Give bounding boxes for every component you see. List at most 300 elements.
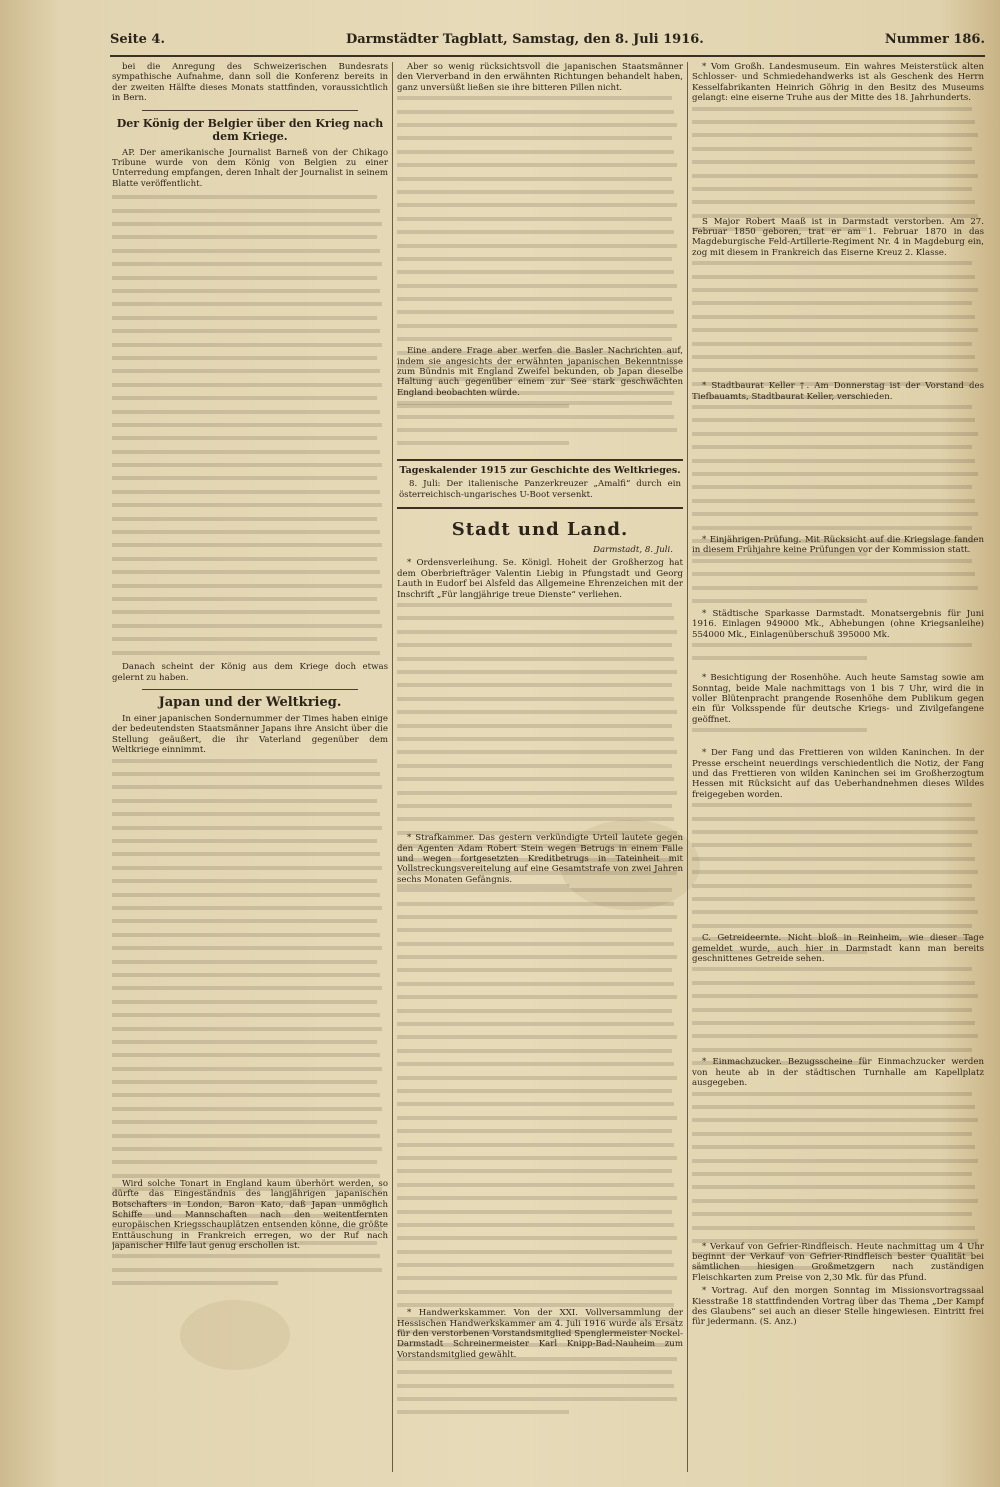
text-line [397,817,683,827]
page-number: Seite 4. [110,32,165,47]
illegible-text-block [692,643,984,673]
text-line-stroke [692,857,975,861]
text-line [692,599,984,609]
text-line [692,147,984,157]
text-line [112,1000,388,1010]
text-line [112,557,388,567]
text-line [692,1212,984,1222]
text-line-stroke [112,383,382,387]
text-line [397,136,683,146]
text-line [397,1143,683,1153]
text-line [692,355,984,365]
text-line [397,415,683,425]
illegible-text-block [397,603,683,833]
text-line-stroke [112,1053,380,1057]
article-text: * Stadtbaurat Keller †. Am Donnerstag ist der Vorstand des Tiefbauamts, Stadtbaurat Keller, verschieden. [692,381,984,402]
text-line [112,329,388,339]
text-line-stroke [397,1357,677,1361]
illegible-text-block [112,192,388,662]
text-line-stroke [397,724,672,728]
text-line [112,906,388,916]
text-line-stroke [112,1107,382,1111]
text-line [112,1013,388,1023]
text-line-stroke [112,812,380,816]
text-line [692,994,984,1004]
text-line [397,1156,683,1166]
text-line-stroke [397,764,672,768]
text-line-stroke [112,852,380,856]
text-line [112,209,388,219]
text-line [397,1076,683,1086]
text-line-stroke [112,624,382,628]
text-line-stroke [692,432,978,436]
text-line-stroke [112,490,380,494]
text-line-stroke [692,572,975,576]
text-line-stroke [112,933,380,937]
text-line-stroke [397,401,672,405]
text-line [397,1049,683,1059]
text-line [397,791,683,801]
text-line-stroke [397,670,677,674]
text-line-stroke [112,799,377,803]
article-text: * Besichtigung der Rosenhöhe. Auch heute Samstag sowie am Sonntag, beide Male nachmittags von 1 bis 7 Uhr, wird die in voller Blütenpracht prangende Rosenhöhe dem Publikum gegen ein für Volksspende für deutsche Kriegs- und Zivilgefangene geöffnet. [692,673,984,725]
text-line-stroke [692,214,978,218]
article-text: Eine andere Frage aber werfen die Basler Nachrichten auf, indem sie angesichts der erwähnten japanischen Bekenntnisse zum Bündnis mit England Zweifel bekunden, ob Japan dieselbe Haltung auch gegenüber einem zur See stark geschwächten England beobachten würde. [397,346,683,398]
text-line-stroke [112,879,377,883]
text-line-stroke [112,356,377,360]
text-line-stroke [692,472,978,476]
text-line-stroke [692,950,867,954]
illegible-text-block [397,401,683,451]
text-line [112,195,388,205]
text-line [692,981,984,991]
text-line [397,1410,683,1420]
text-line-stroke [397,1303,674,1307]
text-line [397,1116,683,1126]
text-line-stroke [692,599,867,603]
text-line-stroke [692,884,972,888]
text-line [692,559,984,569]
text-line-stroke [397,1169,672,1173]
text-line-stroke [692,418,975,422]
illegible-text-block [692,559,984,609]
text-line [692,418,984,428]
text-line-stroke [397,1263,674,1267]
text-line-stroke [112,1227,382,1231]
text-line [692,1252,984,1262]
text-line-stroke [397,391,674,395]
text-line-stroke [397,1250,672,1254]
text-line [397,915,683,925]
text-line [397,1062,683,1072]
text-line-stroke [112,597,377,601]
text-line [112,1227,388,1237]
text-line [692,910,984,920]
text-line-stroke [692,1105,975,1109]
text-line-stroke [397,244,677,248]
text-line-stroke [397,928,672,932]
text-line [692,817,984,827]
text-line [112,570,388,580]
text-line [112,289,388,299]
text-line [397,364,683,374]
text-line-stroke [397,603,672,607]
text-line-stroke [397,415,674,419]
text-line-stroke [692,512,978,516]
text-line-stroke [112,906,382,910]
text-line-stroke [397,955,677,959]
text-line [692,884,984,894]
text-line-stroke [397,1062,674,1066]
article-text: S Major Robert Maaß ist in Darmstadt verstorben. Am 27. Februar 1850 geboren, trat er am 1. Februar 1870 in das Magdeburgische Feld-Artillerie-Regiment Nr. 4 in Magdeburg ein, zog mit diesem in Frankreich das Eiserne Kreuz 2. Klasse. [692,216,984,258]
text-line-stroke [692,485,972,489]
text-line [692,967,984,977]
text-line-stroke [112,316,377,320]
text-line [692,382,984,392]
text-line [112,543,388,553]
text-line-stroke [397,888,672,892]
text-line-stroke [692,275,975,279]
text-line-stroke [397,630,677,634]
illegible-text-block [692,107,984,217]
text-line [397,804,683,814]
text-line-stroke [692,870,978,874]
text-line-stroke [112,1201,377,1205]
article-text: * Verkauf von Gefrier-Rindfleisch. Heute nachmittag um 4 Uhr beginnt der Verkauf von Gefrier-Rindfleisch bester Qualität bei sämtlichen hiesigen Großmetzgern nach zuständigen Fleischkarten zum Preise von 2,30 Mk. für das Pfund. [692,1241,984,1283]
text-line [112,423,388,433]
text-line [112,933,388,943]
text-line-stroke [397,817,674,821]
text-line [397,324,683,334]
text-line [692,368,984,378]
tageskalender-title: Tageskalender 1915 zur Geschichte des Weltkrieges. [399,465,681,477]
text-line-stroke [692,1034,978,1038]
text-line-stroke [692,1226,975,1230]
text-line [112,1268,388,1278]
text-line-stroke [692,200,975,204]
text-line [692,133,984,143]
text-line-stroke [692,120,975,124]
text-line-stroke [692,817,975,821]
text-line-stroke [112,1067,382,1071]
text-line [112,249,388,259]
text-line [692,843,984,853]
text-line [692,1061,984,1071]
text-line [397,871,683,881]
text-line-stroke [112,276,377,280]
text-line [397,297,683,307]
text-line [692,1239,984,1249]
text-line [692,870,984,880]
text-line [692,1185,984,1195]
text-line [112,1107,388,1117]
text-line [692,728,984,738]
text-line [397,657,683,667]
text-line [112,356,388,366]
text-line [112,503,388,513]
text-line [112,785,388,795]
text-line-stroke [112,302,382,306]
text-line-stroke [112,329,380,333]
text-line [692,227,984,237]
text-line-stroke [397,284,677,288]
text-line [397,1236,683,1246]
masthead [110,32,985,57]
text-line-stroke [397,1343,674,1347]
text-line [112,1147,388,1157]
text-line-stroke [397,377,672,381]
text-line-stroke [397,643,672,647]
paper-title: Darmstädter Tagblatt, Samstag, den 8. Juli 1916. [345,32,704,47]
text-line-stroke [112,557,377,561]
article-text: * Vortrag. Auf den morgen Sonntag im Missionsvortragssaal Kiesstraße 18 stattfindenden Vortrag über das Thema „Der Kampf des Glaubens“ sei auch an dieser Stelle hingewiesen. Eintritt frei für jedermann. (S. Anz.) [692,1286,984,1328]
illegible-text-block [692,803,984,933]
text-line [397,643,683,653]
article-text: Wird solche Tonart in England kaum überhört werden, so dürfte das Eingeständnis des langjährigen japanischen Botschafters in London, Baron Kato, daß Japan unmöglich Schiffe und Mannschaften nach den weitentfernten europäischen Kriegsschauplätzen entsenden könne, die größte Enttäuschung in Frankreich erregen, wo der Ruf nach japanischer Hilfe laut genug erschollen ist. [112,1178,388,1252]
text-line [112,610,388,620]
text-line [397,1009,683,1019]
text-line-stroke [112,249,380,253]
text-line-stroke [112,651,380,655]
text-line-stroke [397,150,674,154]
text-line [397,391,683,401]
text-line [397,401,683,411]
text-line [397,230,683,240]
article-text: * Ordensverleihung. Se. Königl. Hoheit der Großherzog hat dem Oberbriefträger Valentin Liebig in Pfungstadt und Georg Lauth in Eudorf bei Alsfeld das Allgemeine Ehrenzeichen mit der Inschrift „Für langjährige treue Dienste“ verliehen. [397,558,683,600]
headline-japan: Japan und der Weltkrieg. [158,695,342,711]
text-line-stroke [397,1022,674,1026]
text-line-stroke [397,1236,677,1240]
text-line [397,190,683,200]
text-line [112,651,388,661]
text-line [112,1174,388,1184]
text-line [397,888,683,898]
text-line-stroke [112,463,382,467]
text-line-stroke [112,785,382,789]
article-text: In einer japanischen Sondernummer der Times haben einige der bedeutendsten Staatsmänner Japans ihre Ansicht über die Stellung geäußert, die ihr Vaterland gegenüber dem Weltkriege einnimmt. [112,714,388,756]
text-line [112,986,388,996]
tageskalender-text: 8. Juli: Der italienische Panzerkreuzer „Amalfi“ durch ein österreichisch-ungarisches U-Boot versenkt. [399,479,681,500]
text-line-stroke [112,396,377,400]
text-line-stroke [112,1187,382,1191]
text-line-stroke [692,1021,975,1025]
text-line-stroke [397,942,674,946]
text-line-stroke [692,656,867,660]
text-line [397,1035,683,1045]
text-line [397,337,683,347]
text-line [692,1132,984,1142]
text-line-stroke [112,235,377,239]
text-line-stroke [397,697,674,701]
text-line-stroke [112,1040,377,1044]
text-line-stroke [397,1410,569,1414]
text-line-stroke [112,973,380,977]
text-line-stroke [692,1048,972,1052]
text-line [112,597,388,607]
text-line [112,1187,388,1197]
text-line [397,163,683,173]
text-line [397,150,683,160]
text-line-stroke [692,395,867,399]
text-line [112,772,388,782]
text-line [397,697,683,707]
text-line [112,316,388,326]
text-line-stroke [692,937,975,941]
text-line [112,1120,388,1130]
text-line-stroke [692,1159,978,1163]
text-line-stroke [692,803,972,807]
divider [142,110,358,111]
article-text: * Einmachzucker. Bezugsscheine für Einmachzucker werden von heute ab in der städtischen Turnhalle am Kapellplatz ausgegeben. [692,1057,984,1089]
text-line [692,174,984,184]
text-line-stroke [692,1145,975,1149]
text-line [692,315,984,325]
text-line-stroke [397,1330,672,1334]
text-line [692,445,984,455]
text-line [397,1397,683,1407]
text-line-stroke [397,96,672,100]
column-rule [687,62,688,1472]
text-line [692,1159,984,1169]
text-line [397,683,683,693]
text-line-stroke [692,133,978,137]
text-line [112,637,388,647]
text-line-stroke [397,750,677,754]
text-line-stroke [692,107,972,111]
text-line-stroke [112,946,382,950]
text-line-stroke [112,772,380,776]
text-line-stroke [397,657,674,661]
text-line-stroke [692,1061,867,1065]
text-line [692,499,984,509]
text-line [692,459,984,469]
text-line [692,1034,984,1044]
text-line-stroke [397,1102,674,1106]
text-line [112,799,388,809]
text-line-stroke [397,428,677,432]
text-line-stroke [692,1008,972,1012]
text-line-stroke [112,570,380,574]
text-line [112,826,388,836]
text-line [692,656,984,666]
text-line [692,301,984,311]
text-line [397,902,683,912]
text-line-stroke [112,866,382,870]
headline-belgien: Der König der Belgier über den Krieg nach dem Kriege. [116,116,384,143]
text-line-stroke [112,476,377,480]
text-line [397,764,683,774]
text-line-stroke [112,369,380,373]
text-line [397,270,683,280]
text-line [397,1290,683,1300]
text-line-stroke [112,1160,377,1164]
text-line-stroke [397,310,674,314]
text-line [692,200,984,210]
text-line [112,463,388,473]
text-line [397,1022,683,1032]
text-line-stroke [112,1080,377,1084]
text-line-stroke [397,324,677,328]
text-line-stroke [692,382,972,386]
text-line-stroke [692,261,972,265]
text-line-stroke [397,710,677,714]
text-line [397,1196,683,1206]
article-text: Aber so wenig rücksichtsvoll die japanischen Staatsmänner den Vierverband in den erwähnten Richtungen behandelt haben, ganz unversüßt ließen sie ihre bitteren Pillen nicht. [397,62,683,93]
text-line [112,1134,388,1144]
text-line-stroke [397,858,674,862]
text-line-stroke [692,315,975,319]
text-line [112,893,388,903]
text-line [112,369,388,379]
text-line [397,603,683,613]
text-line-stroke [397,915,677,919]
text-line-stroke [112,423,382,427]
text-line-stroke [692,328,978,332]
text-line-stroke [112,1281,278,1285]
text-line [692,261,984,271]
text-line-stroke [397,683,672,687]
text-line [692,275,984,285]
text-line [692,120,984,130]
text-line-stroke [397,297,672,301]
illegible-text-block [397,96,683,346]
text-line [112,852,388,862]
text-line-stroke [112,1174,380,1178]
text-line [112,1080,388,1090]
text-line-stroke [397,1223,674,1227]
text-line [692,1105,984,1115]
text-line [692,1172,984,1182]
text-line-stroke [692,552,867,556]
text-line [112,759,388,769]
illegible-text-block [692,728,984,748]
text-line-stroke [112,1241,377,1245]
tageskalender-box [397,459,683,509]
text-line-stroke [692,843,972,847]
text-line [397,1384,683,1394]
text-line [692,1226,984,1236]
text-line-stroke [397,804,672,808]
text-line-stroke [397,123,677,127]
issue-number: Nummer 186. [884,32,985,47]
text-line [397,982,683,992]
text-line [397,1263,683,1273]
text-line [692,472,984,482]
text-line [397,1276,683,1286]
text-line [397,428,683,438]
text-line [397,710,683,720]
text-line [112,302,388,312]
text-line-stroke [692,147,972,151]
text-line-stroke [397,1276,677,1280]
text-line-stroke [397,270,674,274]
text-line [112,343,388,353]
text-line-stroke [397,831,677,835]
illegible-text-block [397,888,683,1308]
text-line-stroke [397,257,672,261]
text-line [397,844,683,854]
text-line [112,436,388,446]
section-title-stadt-und-land: Stadt und Land. [451,519,629,541]
text-line [692,803,984,813]
text-line-stroke [112,289,380,293]
text-line [692,857,984,867]
text-line [112,517,388,527]
text-line-stroke [692,1132,972,1136]
text-line-stroke [397,1397,677,1401]
text-line [112,1027,388,1037]
text-line [397,217,683,227]
